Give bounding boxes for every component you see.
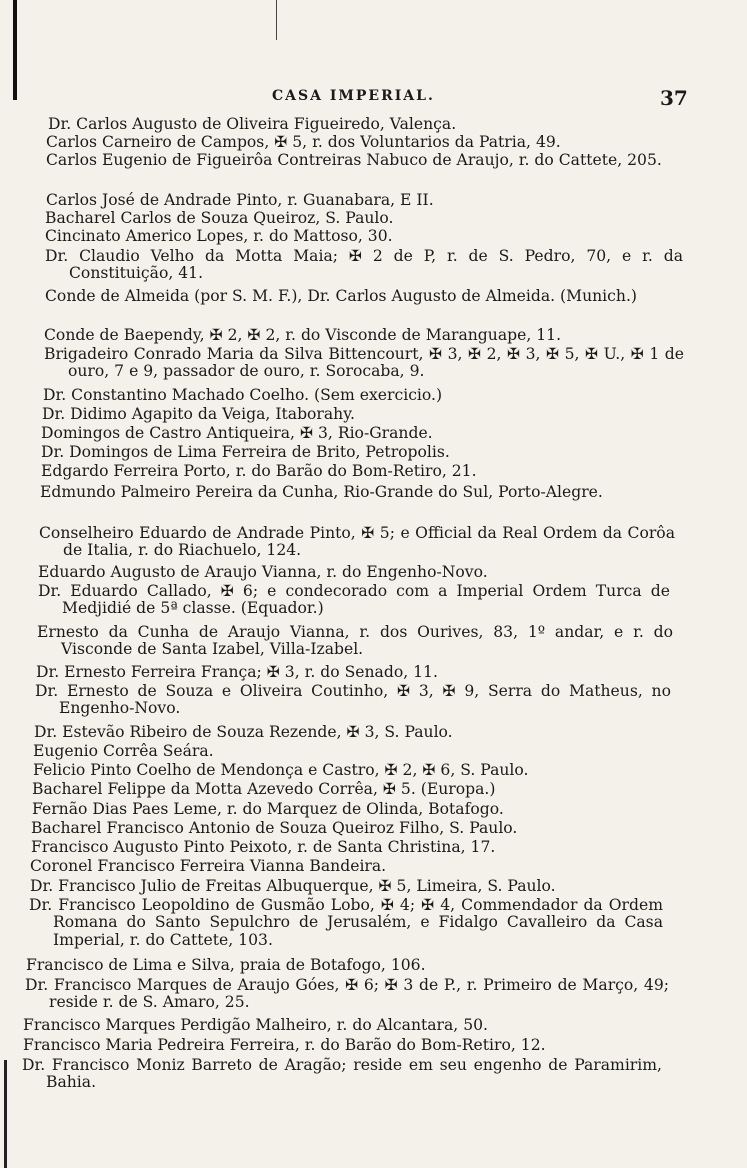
entry-text: Dr. Francisco Marques de Araujo Góes, ✠ 6; ✠ 3 de P., r. Primeiro de Março, 49; reside r. de S. Amaro, 25. [25, 976, 669, 1012]
entry-text: Bacharel Francisco Antonio de Souza Queiroz Filho, S. Paulo. [31, 819, 518, 837]
list-item [31, 820, 671, 837]
list-item [36, 664, 676, 681]
entry-text: Conselheiro Eduardo de Andrade Pinto, ✠ 5; e Official da Real Ordem da Corôa de Italia, r. do Riachuelo, 124. [39, 524, 675, 560]
list-item [42, 406, 682, 423]
entry-text: Carlos Eugenio de Figueirôa Contreiras Nabuco de Araujo, r. do Cattete, 205. [46, 151, 662, 169]
list-item [43, 387, 683, 404]
list-item [45, 210, 681, 227]
entry-text: Francisco Augusto Pinto Peixoto, r. de Santa Christina, 17. [31, 838, 496, 856]
entry-text: Dr. Francisco Julio de Freitas Albuquerque, ✠ 5, Limeira, S. Paulo. [30, 877, 556, 895]
page-number: 37 [660, 86, 688, 110]
entry-text: Dr. Francisco Moniz Barreto de Aragão; reside em seu engenho de Paramirim, Bahia. [22, 1056, 662, 1092]
entry-text: Dr. Eduardo Callado, ✠ 6; e condecorado com a Imperial Ordem Turca de Medjidié de 5ª classe. (Equador.) [38, 582, 670, 618]
list-item [31, 839, 671, 856]
list-item [46, 192, 682, 209]
list-item [45, 248, 683, 283]
entry-text: Eduardo Augusto de Araujo Vianna, r. do Engenho-Novo. [38, 563, 488, 581]
list-item [33, 762, 673, 779]
entry-text: Eugenio Corrêa Seára. [33, 742, 214, 760]
list-item [41, 444, 681, 461]
list-item [25, 977, 669, 1012]
scan-edge-line [13, 0, 17, 100]
entry-text: Francisco Marques Perdigão Malheiro, r. do Alcantara, 50. [23, 1016, 489, 1034]
entry-text: Francisco de Lima e Silva, praia de Botafogo, 106. [26, 956, 426, 974]
list-item [23, 1037, 663, 1054]
entry-text: Ernesto da Cunha de Araujo Vianna, r. dos Ourives, 83, 1º andar, e r. do Visconde de Santa Izabel, Villa-Izabel. [37, 623, 673, 659]
list-item [30, 878, 664, 895]
entry-text: Brigadeiro Conrado Maria da Silva Bittencourt, ✠ 3, ✠ 2, ✠ 3, ✠ 5, ✠ U., ✠ 1 de ouro, 7 e 9, passador de ouro, r. Sorocaba, 9. [44, 345, 684, 381]
running-title: CASA IMPERIAL. [272, 88, 435, 104]
entry-text: Felicio Pinto Coelho de Mendonça e Castro, ✠ 2, ✠ 6, S. Paulo. [33, 761, 529, 779]
entry-text: Domingos de Castro Antiqueira, ✠ 3, Rio-Grande. [41, 424, 433, 442]
list-item [40, 484, 680, 501]
list-item [44, 346, 684, 381]
list-item [23, 1017, 663, 1034]
list-item [46, 152, 682, 169]
list-item [45, 288, 683, 305]
list-item [29, 897, 663, 949]
entry-text: Edgardo Ferreira Porto, r. do Barão do Bom-Retiro, 21. [41, 462, 477, 480]
entry-text: Dr. Ernesto de Souza e Oliveira Coutinho, ✠ 3, ✠ 9, Serra do Matheus, no Engenho-Novo. [35, 682, 671, 718]
scan-mark [276, 0, 277, 40]
list-item [45, 228, 681, 245]
entry-text: Dr. Claudio Velho da Motta Maia; ✠ 2 de P, r. de S. Pedro, 70, e r. da Constituição, 41. [45, 247, 683, 283]
list-item [38, 564, 678, 581]
entry-text: Carlos Carneiro de Campos, ✠ 5, r. dos Voluntarios da Patria, 49. [46, 133, 561, 151]
scan-edge-line-bottom [4, 1060, 7, 1168]
list-item [35, 683, 671, 718]
entry-text: Francisco Maria Pedreira Ferreira, r. do Barão do Bom-Retiro, 12. [23, 1036, 546, 1054]
list-item [48, 116, 678, 133]
entry-text: Dr. Estevão Ribeiro de Souza Rezende, ✠ 3, S. Paulo. [34, 723, 453, 741]
list-item [44, 327, 684, 344]
entry-text: Dr. Didimo Agapito da Veiga, Itaborahy. [42, 405, 355, 423]
list-item [22, 1057, 662, 1092]
list-item [34, 724, 674, 741]
entry-text: Carlos José de Andrade Pinto, r. Guanabara, E II. [46, 191, 434, 209]
list-item [39, 525, 675, 560]
entry-text: Fernão Dias Paes Leme, r. do Marquez de Olinda, Botafogo. [32, 800, 504, 818]
list-item [38, 583, 670, 618]
entry-text: Dr. Francisco Leopoldino de Gusmão Lobo, ✠ 4; ✠ 4, Commendador da Ordem Romana do Santo Sepulchro de Jerusalém, e Fidalgo Cavalleiro da Casa Imperial, r. do Cattete, 103. [29, 896, 663, 949]
list-item [46, 134, 682, 151]
list-item [41, 425, 681, 442]
list-item [32, 781, 672, 798]
list-item [32, 801, 672, 818]
list-item [37, 624, 673, 659]
entry-text: Dr. Ernesto Ferreira França; ✠ 3, r. do Senado, 11. [36, 663, 438, 681]
entry-text: Edmundo Palmeiro Pereira da Cunha, Rio-Grande do Sul, Porto-Alegre. [40, 483, 603, 501]
entry-text: Dr. Domingos de Lima Ferreira de Brito, Petropolis. [41, 443, 450, 461]
entry-text: Bacharel Carlos de Souza Queiroz, S. Paulo. [45, 209, 394, 227]
list-item [26, 957, 666, 974]
page-header [0, 86, 747, 110]
entry-text: Conde de Baependy, ✠ 2, ✠ 2, r. do Visconde de Maranguape, 11. [44, 326, 562, 344]
list-item [33, 743, 673, 760]
list-item [41, 463, 681, 480]
entry-text: Cincinato Americo Lopes, r. do Mattoso, 30. [45, 227, 393, 245]
list-item [30, 858, 670, 875]
entry-text: Dr. Carlos Augusto de Oliveira Figueiredo, Valença. [48, 115, 457, 133]
entry-text: Conde de Almeida (por S. M. F.), Dr. Carlos Augusto de Almeida. (Munich.) [45, 287, 637, 305]
entry-text: Bacharel Felippe da Motta Azevedo Corrêa, ✠ 5. (Europa.) [32, 780, 496, 798]
entry-text: Dr. Constantino Machado Coelho. (Sem exercicio.) [43, 386, 443, 404]
entry-text: Coronel Francisco Ferreira Vianna Bandeira. [30, 857, 387, 875]
